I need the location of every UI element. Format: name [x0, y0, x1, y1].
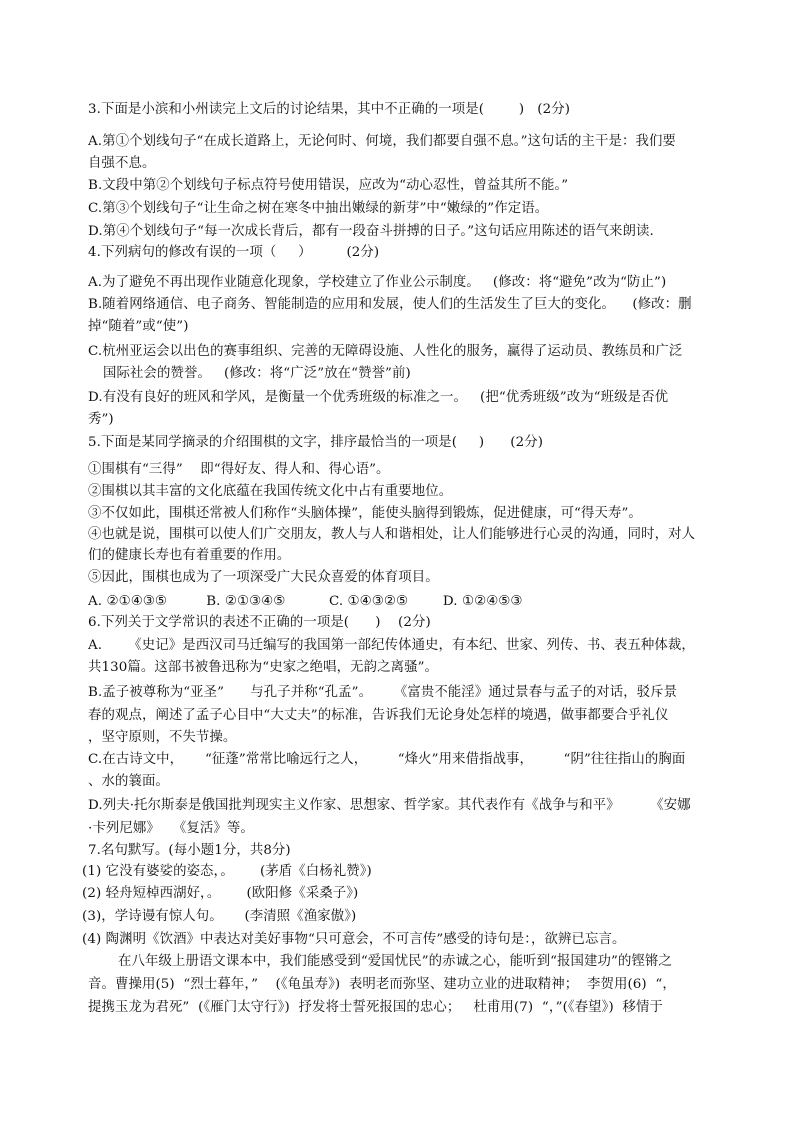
q4-option-b: B.随着网络通信、电子商务、智能制造的应用和发展，使人们的生活发生了巨大的变化。 (修改：删	[88, 297, 692, 312]
q3-option-b: B.文段中第②个划线句子标点符号使用错误，应改为“动心忍性，曾益其所不能。”	[88, 178, 569, 193]
q7-paragraph-3: 提携玉龙为君死” (《雁门太守行》) 抒发将士誓死报国的忠心； 杜甫用(7) “，”(《春望》) 移情于	[88, 1000, 663, 1015]
q6-option-c: C.在古诗文中， “征蓬”常常比喻远行之人， “烽火”用来借指战事， “阴”往往指山的胸面	[88, 752, 686, 767]
q3-stem: 3.下面是小滨和小州读完上文后的讨论结果，其中不正确的一项是( ) (2分)	[88, 102, 571, 117]
q7-paragraph-1: 在八年级上册语文课本中，我们能感受到“爱国忧民”的赤诚之心，能听到“报国建功”的铿锵之	[118, 954, 672, 969]
q6-option-d-cont: ·卡列尼娜》 《复活》等。	[88, 821, 254, 836]
q4-option-c-cont: 国际社会的赞誉。 (修改：将“广泛”放在“赞誉”前)	[103, 366, 411, 381]
q5-stem: 5.下面是某同学摘录的介绍围棋的文字，排序最恰当的一项是( ) (2分)	[88, 435, 544, 450]
q5-sentence-4-cont: 们的健康长寿也有着重要的作用。	[88, 548, 291, 563]
q3-option-d: D.第④个划线句子“每一次成长背后，都有一段奋斗拼搏的日子。”这句话应用陈述的语气来朗读.	[88, 224, 654, 239]
q4-option-d: D.有没有良好的班风和学风，是衡量一个优秀班级的标准之一。 (把“优秀班级”改为“班级是否优	[88, 390, 669, 405]
q6-option-d: D.列夫·托尔斯泰是俄国批判现实主义作家、思想家、哲学家。其代表作有《战争与和平》 《安娜	[88, 798, 691, 813]
q6-option-b: B.孟子被尊称为“亚圣” 与孔子并称“孔孟”。 《富贵不能淫》通过景春与孟子的对话，驳斥景	[88, 685, 678, 700]
q6-option-c-cont: 、水的簔面。	[88, 774, 169, 789]
q4-option-b-cont: 掉“随着”或“使”)	[88, 319, 189, 334]
q4-stem: 4.下列病句的修改有误的一项（ ） (2分)	[88, 245, 380, 260]
q6-option-a-cont: 共130篇。这部书被鲁迅称为“史家之绝唱，无韵之离骚”。	[88, 660, 439, 675]
q6-option-b-cont: 春的观点，阐述了孟子心目中“大丈夫”的标准，告诉我们无论身处怎样的境遇，做事都要合乎礼仪	[88, 708, 669, 723]
q7-item-2: (2) 轻舟短棹西湖好，。 (欧阳修《采桑子》)	[82, 886, 359, 901]
q5-sentence-3: ③不仅如此，围棋还常被人们称作“头脑体操”，能使头脑得到锻炼，促进健康，可“得天寿”。	[88, 506, 642, 521]
q6-option-b-cont2: ，坚守原则，不失节操。	[88, 730, 237, 745]
q3-option-a: A.第①个划线句子“在成长道路上，无论何时、何境，我们都要自强不息。”这句话的主干是：我们要	[88, 134, 676, 149]
q7-item-4: (4) 陶渊明《饮酒》中表达对美好事物“只可意会，不可言传”感受的诗句是：，欲辨已忘言。	[82, 932, 626, 947]
q5-sentence-1: ①围棋有“三得” 即“得好友、得人和、得心语”。	[88, 462, 390, 477]
q6-option-a: A. 《史记》是西汉司马迁编写的我国第一部纪传体通史，有本纪、世家、列传、书、表五种体裁，	[88, 638, 695, 653]
q3-option-a-cont: 自强不息。	[88, 156, 156, 171]
q4-option-d-cont: 秀”)	[88, 412, 114, 427]
q4-option-a: A.为了避免不再出现作业随意化现象，学校建立了作业公示制度。 (修改：将“避免”改为“防止”)	[88, 275, 667, 290]
q5-sentence-2: ②围棋以其丰富的文化底蕴在我国传统文化中占有重要地位。	[88, 484, 453, 499]
q7-stem: 7.名句默写。(每小题1分，共8分)	[88, 843, 291, 858]
q5-options: A. ②①④③⑤ B. ②①③④⑤ C. ①④③②⑤ D. ①②④⑤③	[88, 594, 523, 609]
q3-option-c: C.第③个划线句子“让生命之树在寒冬中抽出嫩绿的新芽”中“嫩绿的”作定语。	[88, 201, 549, 216]
q7-paragraph-2: 音。曹操用(5) “烈士暮年，” (《龟虽寿》) 表明老而弥坚、建功立业的进取精神； 李贺用(6) “，	[88, 977, 676, 992]
q5-sentence-4: ④也就是说，围棋可以使人们广交朋友，教人与人和谐相处，让人们能够进行心灵的沟通，同时，对人	[88, 527, 696, 542]
q7-item-1: (1) 它没有婆娑的姿态，。 (茅盾《白杨礼赞》)	[82, 864, 372, 879]
q7-item-3: (3)，学诗谩有惊人句。 (李清照《渔家傲》)	[82, 909, 357, 924]
q6-stem: 6.下列关于文学常识的表述不正确的一项是( ) (2分)	[88, 615, 431, 630]
q4-option-c: C.杭州亚运会以出色的赛事组织、完善的无障碍设施、人性化的服务，赢得了运动员、教练员和广泛	[88, 344, 683, 359]
q5-sentence-5: ⑤因此，围棋也成为了一项深受广大民众喜爱的体育项目。	[88, 570, 439, 585]
